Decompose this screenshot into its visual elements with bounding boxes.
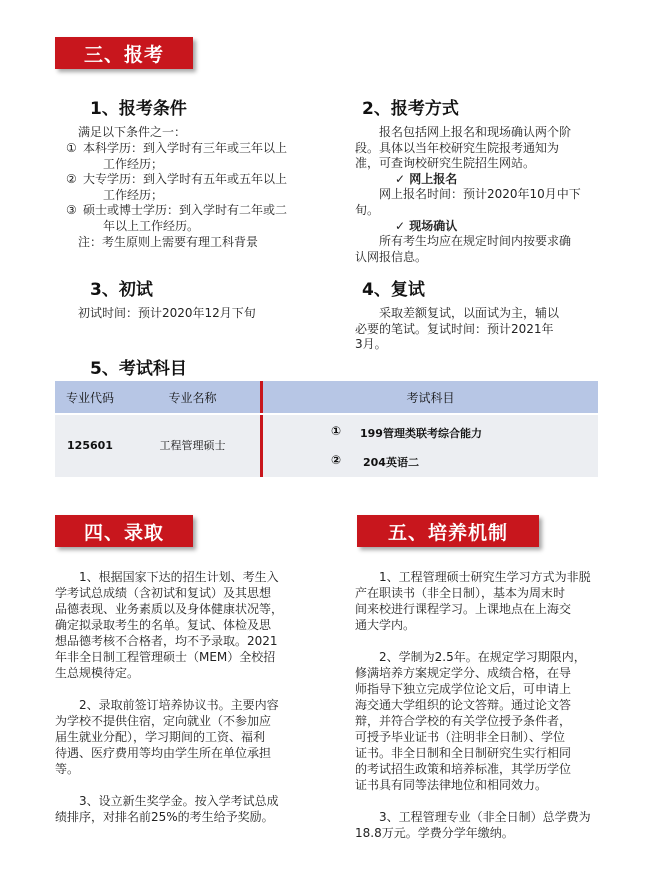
list-item-number: ① bbox=[66, 141, 77, 155]
text-line: 可授予毕业证书（注明非全日制）、学位 bbox=[355, 730, 566, 744]
paragraph bbox=[55, 569, 313, 681]
list-item-text: 工作经历； bbox=[103, 187, 164, 202]
text-line: 年非全日制工程管理硕士（MEM）全校招 bbox=[55, 650, 276, 664]
paragraph bbox=[355, 569, 613, 633]
text-line: 学考试总成绩（含初试和复试）及其思想 bbox=[55, 586, 272, 600]
text-line: 间来校进行课程学习。上课地点在上海交 bbox=[355, 602, 572, 616]
text-line: 师指导下独立完成学位论文后，可申请上 bbox=[355, 682, 572, 696]
exam-item-label: 204英语二 bbox=[363, 456, 419, 469]
exam-subjects-table bbox=[55, 381, 598, 477]
admission-text bbox=[55, 569, 313, 841]
exam-item-num: ② bbox=[331, 453, 342, 467]
onsite-confirm-text bbox=[355, 234, 595, 265]
text-line: 网上报名时间：预计2020年10月中下 bbox=[379, 187, 581, 201]
text-line: 确定拟录取考生的名单。复试、体检及思 bbox=[55, 618, 272, 632]
text-line: 生总规模待定。 bbox=[55, 666, 140, 680]
conditions-intro: 满足以下条件之一： bbox=[78, 125, 187, 139]
list-item bbox=[66, 203, 321, 219]
text-line: 等。 bbox=[55, 762, 80, 776]
list-item-text: 本科学历：到入学时有三年或三年以上 bbox=[83, 141, 288, 155]
subjects-heading: 5、考试科目 bbox=[90, 359, 187, 379]
prelim-time: 初试时间：预计2020年12月下旬 bbox=[78, 306, 256, 320]
text-line: 报名包括网上报名和现场确认两个阶 bbox=[379, 125, 572, 139]
online-signup-title: ✓ 网上报名 bbox=[395, 172, 458, 186]
onsite-confirm-title: ✓ 现场确认 bbox=[395, 219, 458, 233]
table-divider bbox=[260, 415, 263, 477]
list-item-number bbox=[66, 157, 83, 173]
paragraph bbox=[55, 793, 313, 825]
header-exam: 考试科目 bbox=[406, 390, 455, 405]
conditions-note: 注：考生原则上需要有理工科背景 bbox=[78, 235, 259, 249]
list-item-number bbox=[66, 188, 83, 204]
list-item bbox=[66, 141, 321, 157]
conditions-list bbox=[66, 141, 321, 234]
text-line: 所有考生均应在规定时间内按要求确 bbox=[379, 234, 572, 248]
header-code: 专业代码 bbox=[65, 390, 114, 405]
list-item bbox=[66, 172, 321, 188]
list-item bbox=[66, 157, 321, 173]
text-line: 海交通大学组织的论文答辩。通过论文答 bbox=[355, 698, 572, 712]
text-line: 品德表现、业务素质以及身体健康状况等， bbox=[55, 602, 284, 616]
list-item-number: ③ bbox=[66, 203, 77, 217]
text-line: 产在职读书（非全日制），基本为周末时 bbox=[355, 586, 566, 600]
row-name: 工程管理硕士 bbox=[159, 439, 226, 452]
text-line: 2、学制为2.5年。在规定学习期限内， bbox=[379, 650, 586, 664]
list-item-text: 大专学历：到入学时有五年或五年以上 bbox=[83, 172, 288, 186]
text-line: 2、录取前签订培养协议书。主要内容 bbox=[79, 698, 279, 712]
list-item-text: 年以上工作经历。 bbox=[103, 218, 200, 233]
row-code: 125601 bbox=[67, 438, 113, 452]
section-banner-admission: 四、录取 bbox=[55, 515, 193, 547]
list-item-text: 工作经历； bbox=[103, 156, 164, 171]
header-name: 专业名称 bbox=[168, 390, 217, 405]
text-line: 为学校不提供住宿，定向就业（不参加应 bbox=[55, 714, 272, 728]
list-item-text: 硕士或博士学历：到入学时有二年或二 bbox=[83, 203, 288, 217]
text-line: 段。具体以当年校研究生院报考通知为 bbox=[355, 140, 560, 155]
text-line: 3、设立新生奖学金。按入学考试总成 bbox=[79, 794, 279, 808]
paragraph bbox=[55, 697, 313, 777]
prelim-heading: 3、初试 bbox=[90, 280, 153, 300]
text-line: 辩，并符合学校的有关学位授予条件者， bbox=[355, 714, 572, 728]
list-item-number: ② bbox=[66, 172, 77, 186]
text-line: 3、工程管理专业（非全日制）总学费为 bbox=[379, 810, 591, 824]
text-line: 1、根据国家下达的招生计划、考生入 bbox=[79, 570, 279, 584]
text-line: 通大学内。 bbox=[355, 618, 416, 632]
paragraph bbox=[355, 809, 613, 841]
exam-item-num: ① bbox=[331, 424, 342, 438]
list-item bbox=[66, 188, 321, 204]
text-line: 绩排序，对排名前25%的考生给予奖励。 bbox=[55, 810, 274, 824]
text-line: 想品德考核不合格者，均不予录取。2021 bbox=[55, 634, 278, 648]
text-line: 证书具有同等法律地位和相同效力。 bbox=[355, 778, 548, 792]
text-line: 修满培养方案规定学分、成绩合格，在导 bbox=[355, 666, 572, 680]
method-intro bbox=[355, 125, 595, 172]
section-banner-training: 五、培养机制 bbox=[357, 515, 539, 547]
training-text bbox=[355, 569, 613, 857]
exam-item-label: 199管理类联考综合能力 bbox=[360, 427, 482, 440]
section-banner-apply: 三、报考 bbox=[55, 37, 193, 69]
text-line: 届生就业分配），学习期间的工资、福利 bbox=[55, 730, 266, 744]
text-line: 认网报信息。 bbox=[355, 249, 428, 264]
text-line: 准，可查询校研究生院招生网站。 bbox=[355, 156, 536, 170]
text-line: 采取差额复试，以面试为主，辅以 bbox=[379, 306, 560, 320]
retest-text bbox=[355, 306, 595, 353]
online-signup-text bbox=[355, 187, 595, 218]
paragraph bbox=[355, 649, 613, 793]
conditions-heading: 1、报考条件 bbox=[90, 99, 187, 119]
list-item bbox=[66, 219, 321, 235]
list-item-number bbox=[66, 219, 83, 235]
text-line: 的考试招生政策和培养标准，其学历学位 bbox=[355, 762, 572, 776]
text-line: 待遇、医疗费用等均由学生所在单位承担 bbox=[55, 746, 272, 760]
text-line: 3月。 bbox=[355, 337, 387, 351]
text-line: 18.8万元。学费分学年缴纳。 bbox=[355, 826, 514, 840]
text-line: 证书。非全日制和全日制研究生实行相同 bbox=[355, 746, 572, 760]
text-line: 旬。 bbox=[355, 202, 380, 217]
method-heading: 2、报考方式 bbox=[362, 99, 459, 119]
table-divider bbox=[260, 381, 263, 413]
retest-heading: 4、复试 bbox=[362, 280, 425, 300]
text-line: 必要的笔试。复试时间：预计2021年 bbox=[355, 321, 554, 336]
text-line: 1、工程管理硕士研究生学习方式为非脱 bbox=[379, 570, 591, 584]
